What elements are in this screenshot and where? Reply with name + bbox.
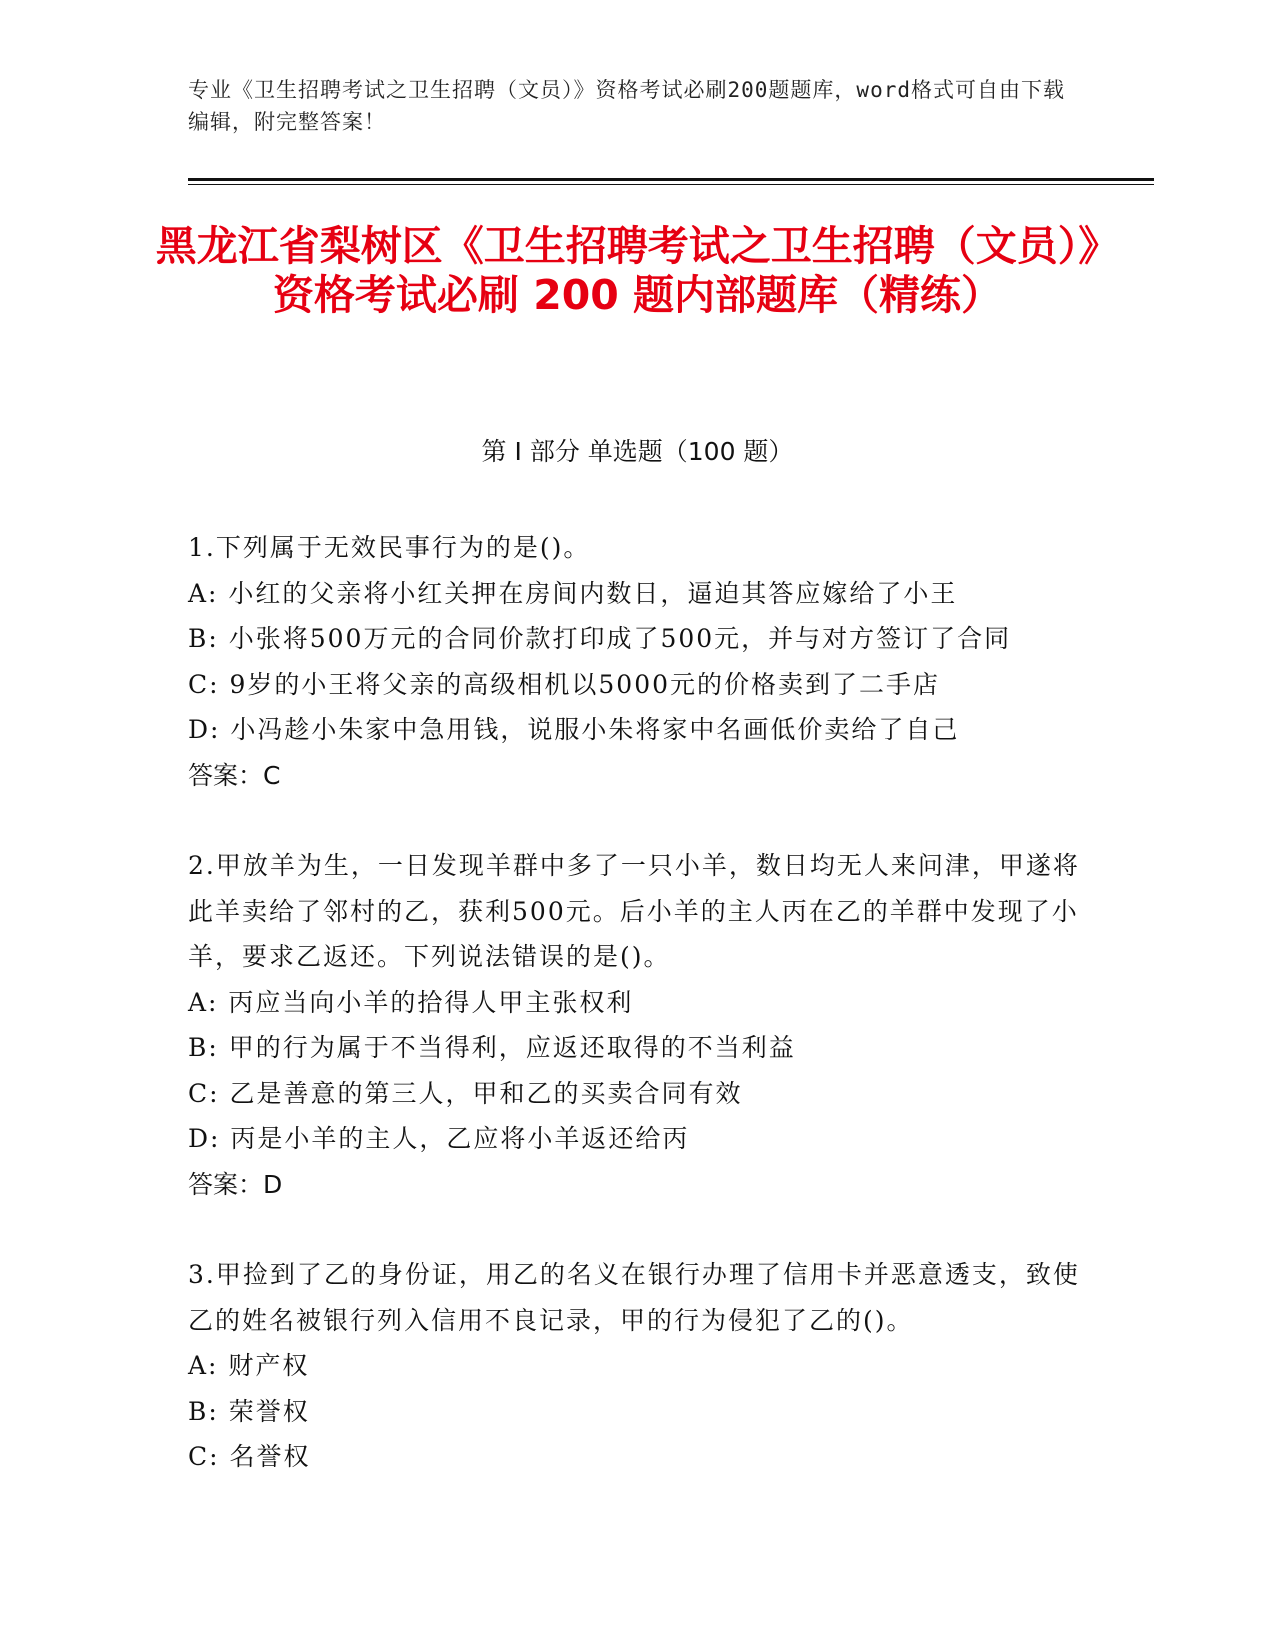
- option-c: C: 乙是善意的第三人，甲和乙的买卖合同有效: [188, 1078, 743, 1108]
- question-list: [188, 525, 1088, 1525]
- option-c: C: 名誉权: [188, 1442, 311, 1471]
- document-title: 黑龙江省梨树区《卫生招聘考试之卫生招聘（文员）》资格考试必刷 200 题内部题库（精练）: [155, 222, 1120, 319]
- option-b: B: 荣誉权: [188, 1396, 310, 1426]
- section-title: 第 I 部分 单选题（100 题）: [481, 437, 794, 466]
- question-2: [188, 843, 1088, 1207]
- answer-line: 答案：D: [188, 1169, 283, 1199]
- option-b: B: 小张将500万元的合同价款打印成了500元，并与对方签订了合同: [188, 624, 1012, 653]
- option-a: A: 丙应当向小羊的拾得人甲主张权利: [188, 987, 634, 1017]
- option-c: C: 9岁的小王将父亲的高级相机以5000元的价格卖到了二手店: [188, 669, 941, 699]
- question-1: [188, 525, 1088, 798]
- header-divider-thin: [188, 184, 1154, 185]
- option-a: A: 小红的父亲将小红关押在房间内数日，逼迫其答应嫁给了小王: [188, 578, 958, 608]
- option-d: D: 小冯趁小朱家中急用钱，说服小朱将家中名画低价卖给了自己: [188, 715, 960, 744]
- option-b: B: 甲的行为属于不当得利，应返还取得的不当利益: [188, 1033, 796, 1062]
- header-divider-thick: [188, 178, 1154, 181]
- question-stem: 3.甲捡到了乙的身份证，用乙的名义在银行办理了信用卡并恶意透支，致使乙的姓名被银行列入信用不良记录，甲的行为侵犯了乙的()。: [188, 1260, 1080, 1335]
- question-stem: 2.甲放羊为生，一日发现羊群中多了一只小羊，数日均无人来问津，甲遂将此羊卖给了邻村的乙，获利500元。后小羊的主人丙在乙的羊群中发现了小羊，要求乙返还。下列说法错误的是()。: [188, 851, 1080, 971]
- header-note: 专业《卫生招聘考试之卫生招聘（文员）》资格考试必刷200题题库，word格式可自由下载编辑，附完整答案！: [188, 78, 1065, 134]
- question-3: [188, 1252, 1088, 1480]
- option-d: D: 丙是小羊的主人，乙应将小羊返还给丙: [188, 1124, 690, 1153]
- answer-line: 答案：C: [188, 760, 281, 790]
- option-a: A: 财产权: [188, 1351, 310, 1380]
- question-stem: 1.下列属于无效民事行为的是()。: [188, 533, 591, 562]
